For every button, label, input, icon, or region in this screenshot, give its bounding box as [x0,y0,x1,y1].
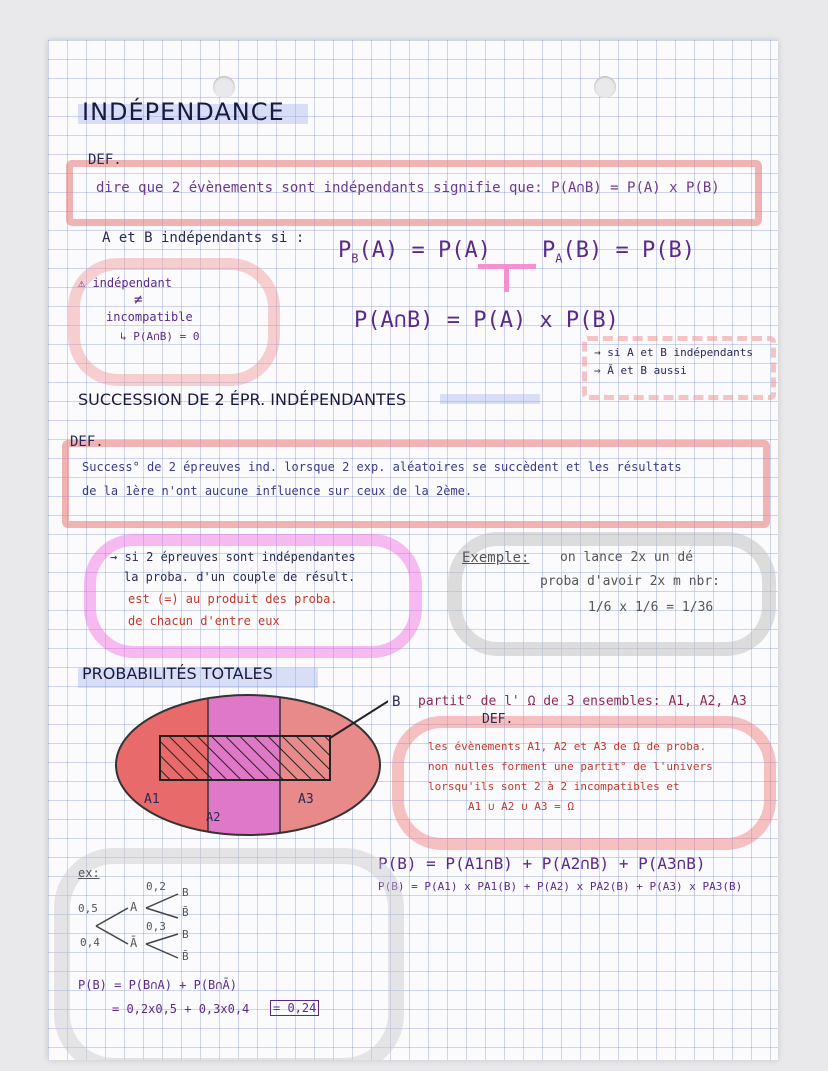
label-a2: A2 [206,810,221,824]
def-label: DEF. [88,152,122,168]
tree-bbar1: B̄ [182,906,189,919]
partition-def-line3: lorsqu'ils sont 2 à 2 incompatibles et [428,780,680,793]
probability-tree [78,886,198,966]
independence-condition: A et B indépendants si : [102,230,305,246]
rule-line3: est (=) au produit des proba. [128,592,338,606]
succession-def-line1: Success° de 2 épreuves ind. lorsque 2 exp. aléatoires se succèdent et les résultats [82,460,682,474]
def-text: dire que 2 évènements sont indépendants signifie que: P(A∩B) = P(A) x P(B) [96,180,720,196]
total-formula-2: P(B) = P(A1) x PA1(B) + P(A2) x PA2(B) + P(A3) x PA3(B) [378,880,743,893]
formula-pb-a: $P_B(A) = P(A)$ [338,238,491,266]
region-b [160,736,330,780]
formula-intersection: P(A∩B) = P(A) x P(B) [354,308,619,333]
tree-05: 0,5 [78,902,98,915]
partition-diagram [108,690,388,840]
example-label: Exemple: [462,550,530,566]
warning-neq: ≠ [134,292,143,308]
rule-line4: de chacun d'entre eux [128,614,280,628]
label-a1: A1 [144,792,160,807]
binder-hole [594,76,616,98]
partition-line: partit° de l' Ω de 3 ensembles: A1, A2, A3 [418,694,747,709]
notebook-page [48,40,778,1060]
partition-def-line4: A1 ∪ A2 ∪ A3 = Ω [468,800,574,813]
example-line1: on lance 2x un dé [560,550,694,565]
tree-03: 0,3 [146,920,166,933]
example-calc: 1/6 x 1/6 = 1/36 [588,600,714,615]
section-title-succession: SUCCESSION DE 2 ÉPR. INDÉPENDANTES [78,390,407,409]
ex-label: ex: [78,866,100,880]
ex-formula-2: = 0,2x0,5 + 0,3x0,4 [112,1002,250,1016]
tree-04: 0,4 [80,936,100,949]
def-label: DEF. [482,712,514,727]
section-title-totales: PROBABILITÉS TOTALES [82,664,273,683]
def-label: DEF. [70,434,104,450]
formula-pa-b: $P_A(B) = P(B)$ [542,238,695,266]
rule-line1: → si 2 épreuves sont indépendantes [110,550,356,564]
note-line2: ⇒ Ā et B aussi [594,364,687,377]
warning-line1: ⚠ indépendant [78,276,172,290]
ex-formula-1: P(B) = P(B∩A) + P(B∩Ā) [78,978,237,992]
label-a3: A3 [298,792,314,807]
tree-b2: B [182,928,189,941]
tree-abar: Ā [130,936,138,950]
example-line2: proba d'avoir 2x m nbr: [540,574,721,589]
tree-02: 0,2 [146,880,166,893]
title-highlight [440,394,540,404]
label-b: B [392,694,401,710]
succession-def-line2: de la 1ère n'ont aucune influence sur ceux de la 2ème. [82,484,473,498]
rule-line2: la proba. d'un couple de résult. [124,570,356,584]
warning-line3: ↳ P(A∩B) = 0 [120,330,200,343]
total-formula-1: P(B) = P(A1∩B) + P(A2∩B) + P(A3∩B) [378,854,706,873]
binder-hole [213,76,235,98]
partition-def-line1: les évènements A1, A2 et A3 de Ω de proba. [428,740,707,753]
tree-a: A [130,900,138,914]
note-line1: → si A et B indépendants [594,346,753,359]
tree-b1: B [182,886,189,899]
tree-bbar2: B̄ [182,950,189,963]
warning-line2: incompatible [106,310,193,324]
pink-connector-stem [504,264,509,292]
ex-result: = 0,24 [270,1000,319,1016]
partition-def-line2: non nulles forment une partit° de l'univers [428,760,713,773]
section-title-independance: INDÉPENDANCE [82,98,285,126]
